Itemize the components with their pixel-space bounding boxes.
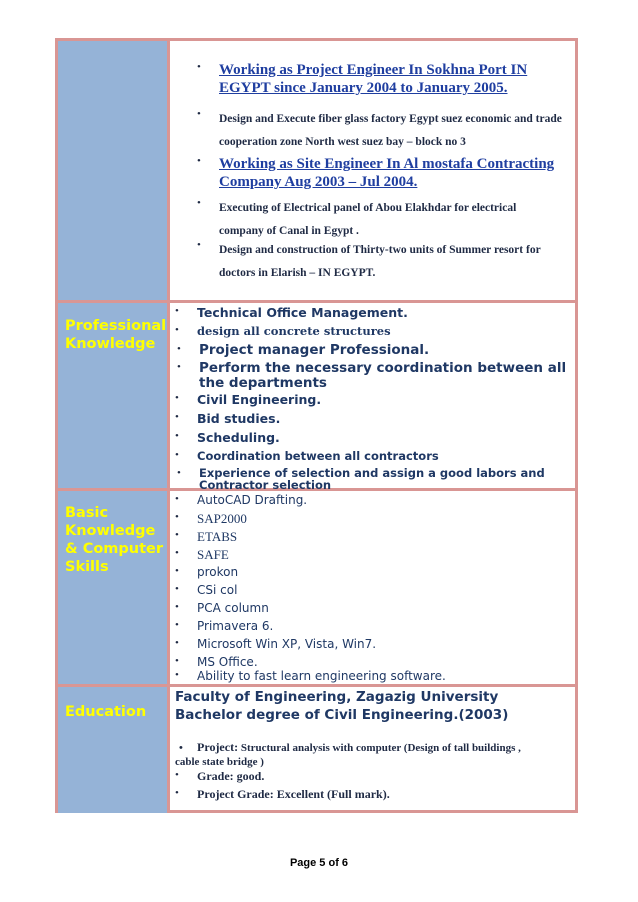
list-item: • Technical Office Management. [175, 305, 408, 320]
list-item: • prokon [175, 565, 239, 579]
bullet-icon: • [175, 430, 179, 442]
experience-label-cell [58, 41, 170, 300]
education-cell [170, 687, 575, 813]
bullet-icon: • [175, 565, 179, 577]
bullet-icon: • [175, 493, 179, 505]
experience-item: • Executing of Electrical panel of Abou Elakhdar for electrical company of Canal in Egypt . [197, 197, 547, 243]
bullet-icon: • [177, 361, 181, 373]
bullet-icon: • [175, 655, 179, 667]
page-number: Page 5 of 6 [289, 857, 349, 869]
list-item: • Grade: good. [175, 769, 265, 783]
list-item: • Bid studies. [175, 411, 281, 426]
bullet-icon: • [175, 619, 179, 631]
list-item: • design all concrete structures [175, 324, 391, 338]
project-text: Structural analysis with computer (Design of tall buildings , cable state bridge ) [175, 742, 521, 768]
bullet-icon: • [179, 742, 183, 754]
bullet-icon: • [197, 239, 201, 251]
list-item: • Project manager Professional. [177, 342, 430, 358]
experience-item: • Design and Execute fiber glass factory Egypt suez economic and trade cooperation zone North west suez bay – block no 3 [197, 108, 562, 154]
list-item: • Civil Engineering. [175, 392, 322, 407]
resume-table [55, 38, 578, 813]
bullet-icon: • [197, 61, 201, 73]
list-item: • PCA column [175, 601, 269, 615]
professional-label-cell [58, 303, 170, 488]
bullet-icon: • [175, 769, 179, 781]
experience-item: • Working as Site Engineer In Al mostafa Contracting Company Aug 2003 – Jul 2004. [197, 155, 555, 190]
education-row [58, 687, 575, 813]
project-label: Project: [197, 740, 239, 754]
bullet-icon: • [175, 669, 179, 681]
list-item: • AutoCAD Drafting. [175, 493, 308, 507]
bullet-icon: • [175, 637, 179, 649]
bullet-icon: • [197, 155, 201, 167]
education-project [175, 740, 535, 769]
skills-heading: Basic Knowledge & Computer Skills [65, 505, 164, 575]
professional-row [58, 303, 575, 491]
skills-label-cell [58, 491, 170, 684]
list-item: • SAFE [175, 547, 229, 562]
list-item: • Perform the necessary coordination between all the departments [177, 360, 567, 391]
list-item: • ETABS [175, 529, 238, 544]
faculty-text: Faculty of Engineering, Zagazig University [175, 689, 499, 705]
bullet-icon: • [175, 787, 179, 799]
bullet-icon: • [197, 108, 201, 120]
education-label-cell [58, 687, 170, 813]
skills-cell [170, 491, 575, 684]
experience-row [58, 41, 575, 303]
professional-cell [170, 303, 575, 492]
list-item: • Project Grade: Excellent (Full mark). [175, 787, 390, 801]
bullet-icon: • [177, 343, 181, 355]
list-item: • Primavera 6. [175, 619, 274, 633]
bullet-icon: • [175, 547, 179, 559]
bullet-icon: • [175, 601, 179, 613]
list-item: • Microsoft Win XP, Vista, Win7. [175, 637, 377, 651]
experience-cell [170, 41, 575, 300]
experience-item: • Working as Project Engineer In Sokhna Port IN EGYPT since January 2004 to January 2005. [197, 61, 528, 96]
list-item: • MS Office. [175, 655, 258, 669]
list-item: • SAP2000 [175, 511, 247, 526]
bullet-icon: • [197, 197, 201, 209]
bullet-icon: • [175, 392, 179, 404]
bullet-icon: • [175, 529, 179, 541]
list-item: • CSi col [175, 583, 238, 597]
bullet-icon: • [175, 511, 179, 523]
skills-row [58, 491, 575, 687]
bullet-icon: • [175, 324, 179, 336]
list-item: • Experience of selection and assign a good labors and Contractor selection [177, 466, 545, 492]
list-item: • Scheduling. [175, 430, 280, 445]
professional-heading: Professional Knowledge [65, 318, 167, 352]
list-item: • Ability to fast learn engineering software. [175, 669, 446, 683]
education-heading: Education [65, 704, 147, 720]
bullet-icon: • [177, 467, 181, 479]
bullet-icon: • [175, 305, 179, 317]
bullet-icon: • [175, 411, 179, 423]
bullet-icon: • [175, 583, 179, 595]
list-item: • Coordination between all contractors [175, 449, 439, 463]
bullet-icon: • [175, 449, 179, 461]
degree-text: Bachelor degree of Civil Engineering.(2003) [175, 707, 509, 723]
experience-item: • Design and construction of Thirty-two units of Summer resort for doctors in Elarish – IN EGYPT. [197, 239, 547, 285]
